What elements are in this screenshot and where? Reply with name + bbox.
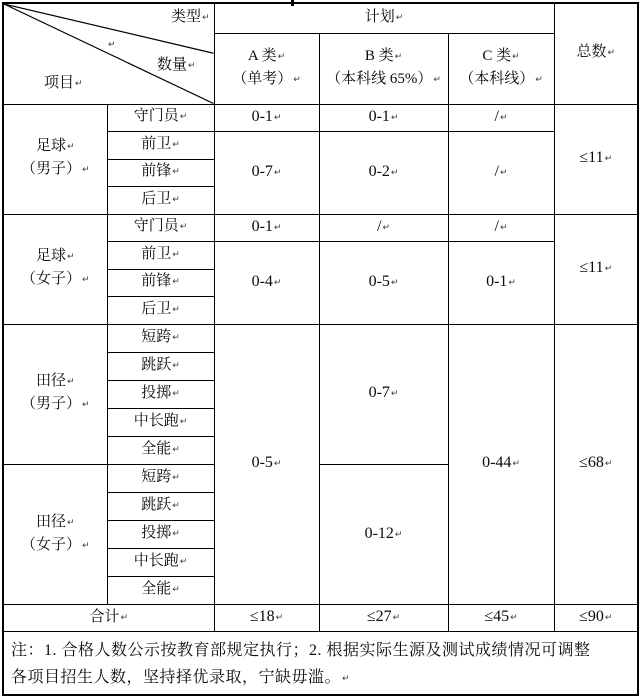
paragraph-mark: ↵ (277, 51, 286, 62)
cell-fm-total: ≤11↵ (554, 104, 638, 214)
paragraph-mark: ↵ (172, 194, 180, 205)
paragraph-mark: ↵ (172, 139, 180, 150)
header-category-c: C 类↵ （本科线）↵ (448, 33, 554, 104)
position-defender: 后卫↵ (107, 187, 214, 215)
event-combined: 全能↵ (107, 577, 214, 605)
paragraph-mark: ↵ (179, 416, 188, 427)
position-forward: 前锋↵ (107, 159, 214, 187)
paragraph-mark: ↵ (172, 360, 180, 371)
paragraph-mark: ↵ (172, 444, 180, 455)
footnote-line-1: 注：1. 合格人数公示按教育部规定执行；2. 根据实际生源及测试成绩情况可调整 (11, 642, 591, 660)
header-row-1 (3, 3, 638, 33)
cell-fm-gk-c: /↵ (448, 104, 554, 132)
paragraph-mark: ↵ (172, 167, 180, 178)
paragraph-mark: ↵ (273, 459, 282, 470)
summary-row (3, 605, 638, 632)
paragraph-mark: ↵ (172, 501, 180, 512)
section-label-football-women: 足球↵ （女子）↵ (3, 214, 107, 324)
event-sprint-hurdles: 短跨↵ (107, 324, 214, 352)
paragraph-mark: ↵ (172, 529, 180, 540)
cell-fm-rest-c: /↵ (448, 132, 554, 215)
paragraph-mark: ↵ (392, 613, 401, 624)
paragraph-mark: ↵ (172, 585, 180, 596)
paragraph-mark: ↵ (607, 48, 616, 59)
cell-athletics-women-b: 0-12↵ (319, 464, 448, 604)
summary-c: ≤45↵ (448, 605, 554, 632)
paragraph-mark: ↵ (172, 304, 180, 315)
paragraph-mark: ↵ (75, 79, 83, 89)
paragraph-mark: ↵ (81, 400, 90, 411)
paragraph-mark: ↵ (499, 112, 508, 123)
paragraph-mark: ↵ (81, 275, 90, 285)
cell-fw-rest-a: 0-4↵ (214, 242, 319, 325)
table-row (3, 104, 638, 132)
paragraph-mark: ↵ (604, 459, 613, 470)
corner-label-type: 类型↵ (170, 9, 210, 25)
cell-athletics-men-b: 0-7↵ (319, 324, 448, 464)
cell-fm-rest-a: 0-7↵ (214, 132, 319, 215)
summary-label: 合计↵ (3, 605, 214, 632)
position-midfielder: 前卫↵ (107, 242, 214, 270)
event-combined: 全能↵ (107, 436, 214, 464)
paragraph-mark: ↵ (179, 557, 188, 568)
paragraph-mark: ↵ (187, 61, 196, 71)
paragraph-mark: ↵ (66, 142, 75, 152)
event-throws: 投掷↵ (107, 380, 214, 408)
paragraph-mark: ↵ (172, 332, 180, 343)
event-jumps: 跳跃↵ (107, 352, 214, 380)
paragraph-mark: ↵ (179, 112, 188, 123)
paragraph-mark: ↵ (382, 222, 390, 233)
paragraph-mark: ↵ (499, 222, 508, 233)
summary-b: ≤27↵ (319, 605, 448, 632)
cell-fw-gk-c: /↵ (448, 214, 554, 242)
paragraph-mark: ↵ (120, 612, 129, 623)
header-total: 总数↵ (554, 3, 638, 104)
summary-a: ≤18↵ (214, 605, 319, 632)
footnote-line-2: 各项目招生人数，坚持择优录取，宁缺毋滥。 (11, 669, 342, 687)
paragraph-mark: ↵ (510, 613, 518, 624)
header-plan: 计划↵ (214, 3, 554, 33)
paragraph-mark: ↵ (81, 540, 90, 551)
cell-fm-gk-b: 0-1↵ (319, 104, 448, 132)
paragraph-mark: ↵ (201, 13, 210, 23)
event-middle-long-distance: 中长跑↵ (107, 408, 214, 436)
footnote (3, 632, 638, 696)
summary-total: ≤90↵ (554, 605, 638, 632)
paragraph-mark: ↵ (395, 12, 404, 23)
paragraph-mark: ↵ (275, 613, 284, 624)
paragraph-mark: ↵ (390, 389, 399, 400)
paragraph-mark: ↵ (172, 473, 180, 484)
paragraph-mark: ↵ (293, 74, 301, 85)
paragraph-mark: ↵ (172, 277, 180, 288)
paragraph-mark: ↵ (81, 165, 90, 175)
paragraph-mark: ↵ (66, 252, 75, 262)
paragraph-mark: ↵ (433, 74, 441, 85)
position-forward: 前锋↵ (107, 269, 214, 297)
paragraph-mark: ↵ (390, 167, 399, 178)
paragraph-mark: ↵ (394, 529, 403, 540)
cell-athletics-total: ≤68↵ (554, 324, 638, 605)
cell-fw-gk-b: /↵ (319, 214, 448, 242)
position-goalkeeper: 守门员↵ (107, 104, 214, 132)
paragraph-mark: ↵ (604, 154, 613, 164)
section-label-football-men: 足球↵ （男子）↵ (3, 104, 107, 214)
paragraph-mark: ↵ (179, 222, 188, 233)
event-middle-long-distance: 中长跑↵ (107, 549, 214, 577)
corner-label-quantity: 数量↵ (156, 57, 196, 73)
cell-fw-rest-c: 0-1↵ (448, 242, 554, 325)
position-defender: 后卫↵ (107, 297, 214, 325)
event-throws: 投掷↵ (107, 521, 214, 549)
event-jumps: 跳跃↵ (107, 493, 214, 521)
paragraph-mark: ↵ (512, 459, 520, 470)
paragraph-mark: ↵ (390, 277, 399, 288)
corner-label-project: 项目↵ (44, 75, 83, 91)
paragraph-mark: ↵ (508, 277, 516, 288)
paragraph-mark: ↵ (273, 112, 282, 123)
paragraph-mark: ↵ (512, 51, 520, 62)
table-row (3, 324, 638, 352)
table-row (3, 214, 638, 242)
header-category-b: B 类↵ （本科线 65%）↵ (319, 33, 448, 104)
paragraph-mark: ↵ (390, 112, 399, 123)
paragraph-mark: ↵ (499, 167, 508, 178)
paragraph-mark: ↵ (535, 74, 543, 85)
paragraph-mark: ↵ (66, 517, 75, 528)
paragraph-mark: ↵ (273, 167, 282, 178)
header-category-a: A 类↵ （单考）↵ (214, 33, 319, 104)
paragraph-mark: ↵ (172, 249, 180, 260)
paragraph-mark: ↵ (108, 40, 116, 50)
paragraph-mark: ↵ (273, 222, 282, 233)
cell-fw-gk-a: 0-1↵ (214, 214, 319, 242)
cell-athletics-c: 0-44↵ (448, 324, 554, 605)
section-label-athletics-men: 田径↵ （男子）↵ (3, 324, 107, 464)
cell-fw-total: ≤11↵ (554, 214, 638, 324)
admission-plan-table (2, 2, 639, 696)
cell-fm-gk-a: 0-1↵ (214, 104, 319, 132)
paragraph-mark: ↵ (604, 264, 613, 274)
event-sprint-hurdles: 短跨↵ (107, 464, 214, 492)
paragraph-mark: ↵ (273, 277, 282, 288)
position-midfielder: 前卫↵ (107, 132, 214, 160)
cell-fw-rest-b: 0-5↵ (319, 242, 448, 325)
position-goalkeeper: 守门员↵ (107, 214, 214, 242)
corner-header-cell (3, 3, 214, 104)
cell-fm-rest-b: 0-2↵ (319, 132, 448, 215)
paragraph-mark: ↵ (172, 388, 180, 399)
note-row (3, 632, 638, 696)
section-label-athletics-women: 田径↵ （女子）↵ (3, 464, 107, 604)
paragraph-mark: ↵ (342, 674, 351, 685)
paragraph-mark: ↵ (66, 377, 75, 388)
cell-athletics-a: 0-5↵ (214, 324, 319, 605)
paragraph-mark: ↵ (604, 613, 613, 624)
paragraph-mark: ↵ (394, 51, 403, 62)
